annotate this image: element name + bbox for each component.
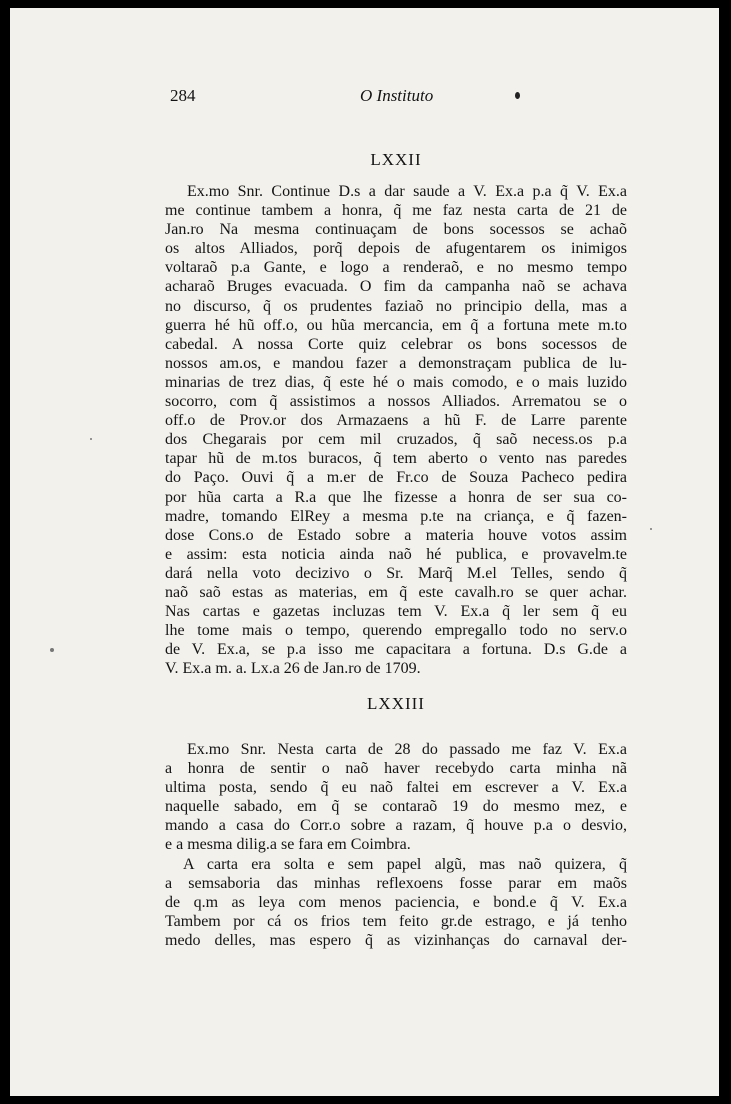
page-number: 284 [170, 86, 196, 105]
text-line: Jan.ro Na mesma continuaçam de bons socessos se achaõ [165, 221, 627, 239]
text-line: madre, tomando ElRey a mesma p.te na criança, e q̃ fazen- [165, 507, 627, 525]
text-line: medo delles, mas espero q̃ as vizinhanças do carnaval der- [165, 931, 627, 949]
letter-heading-lxxii: LXXII [370, 150, 422, 169]
text-line: de q.m as leya com menos paciencia, e bond.e q̃ V. Ex.a [165, 893, 627, 911]
text-line: por hũa carta a R.a que lhe fizesse a honra de ser sua co- [165, 488, 627, 506]
running-title: O Instituto [360, 86, 434, 105]
scan-speck [650, 528, 652, 530]
book-page [10, 8, 719, 1096]
scan-speck [50, 648, 54, 652]
text-line: mando a casa do Corr.o sobre a razam, q̃ houve p.a o desvio, [165, 817, 627, 835]
text-line: naõ saõ estas as materias, em q̃ este cavalh.ro se quer achar. [165, 583, 627, 601]
letter-lxxii-body [165, 182, 627, 678]
ink-dot [515, 92, 520, 99]
scan-speck [90, 438, 92, 440]
text-line: a honra de sentir o naõ haver recebydo carta minha nã [165, 760, 627, 778]
text-line: naquelle sabado, em q̃ se contaraõ 19 do mesmo mez, e [165, 798, 627, 816]
text-line: guerra hé hũ off.o, ou hũa mercancia, em q̃ a fortuna mete m.to [165, 316, 627, 334]
letter-lxxiii-body [165, 740, 627, 950]
text-line: Ex.mo Snr. Continue D.s a dar saude a V. Ex.a p.a q̃ V. Ex.a [187, 183, 627, 200]
text-line: off.o de Prov.or dos Armazaens a hũ F. de Larre parente [165, 412, 627, 430]
text-line: voltaraõ p.a Gante, e logo a renderaõ, e no mesmo tempo [165, 259, 627, 277]
text-line: dará nella voto decizivo o Sr. Marq̃ M.el Telles, sendo q̃ [165, 564, 627, 582]
text-line: os altos Alliados, porq̃ depois de afugentarem os inimigos [165, 240, 627, 258]
page-header [170, 86, 628, 112]
text-line: do Paço. Ouvi q̃ a m.er de Fr.co de Souza Pacheco pedira [165, 469, 627, 487]
text-line: dos Chegarais por cem mil cruzados, q̃ saõ necess.os p.a [165, 431, 627, 449]
text-line: lhe tome mais o tempo, querendo empregallo todo no serv.o [165, 622, 627, 640]
text-line: ultima posta, sendo q̃ eu naõ faltei em escrever a V. Ex.a [165, 779, 627, 797]
text-line: acharaõ Bruges evacuada. O fim da campanha naõ se achava [165, 278, 627, 296]
text-line: e a mesma dilig.a se fara em Coimbra. [165, 836, 411, 854]
text-line: nossos am.os, e mandou fazer a demonstraçam publica de lu- [165, 354, 627, 372]
text-line: Tambem por cá os frios tem feito gr.de estrago, e já tenho [165, 912, 627, 930]
text-line: no discurso, q̃ os prudentes faziaõ no principio della, mas a [165, 297, 627, 315]
text-line: cabedal. A nossa Corte quiz celebrar os bons socessos de [165, 335, 627, 353]
text-line: Ex.mo Snr. Nesta carta de 28 do passado me faz V. Ex.a [187, 741, 627, 758]
text-line: minarias de trez dias, q̃ este hé o mais comodo, e o mais luzido [165, 373, 627, 391]
text-line: me continue tambem a honra, q̃ me faz nesta carta de 21 de [165, 202, 627, 220]
text-line: A carta era solta e sem papel algũ, mas naõ quizera, q̃ [183, 855, 627, 873]
text-line: a semsaboria das minhas reflexoens fosse parar em maõs [165, 874, 627, 892]
text-line: dose Cons.o de Estado sobre a materia houve votos assim [165, 526, 627, 544]
text-line: Nas cartas e gazetas incluzas tem V. Ex.a q̃ ler sem q̃ eu [165, 603, 627, 621]
text-line: de V. Ex.a, se p.a isso me capacitara a fortuna. D.s G.de a [165, 641, 627, 659]
text-line: V. Ex.a m. a. Lx.a 26 de Jan.ro de 1709. [165, 660, 421, 678]
letter-heading-lxxiii: LXXIII [367, 694, 425, 713]
text-line: tapar hũ de m.tos buracos, q̃ tem aberto o vento nas paredes [165, 450, 627, 468]
text-line: socorro, com q̃ assistimos a nossos Alliados. Arrematou se o [165, 393, 627, 411]
text-line: e assim: esta noticia ainda naõ hé publica, e provavelm.te [165, 545, 627, 563]
